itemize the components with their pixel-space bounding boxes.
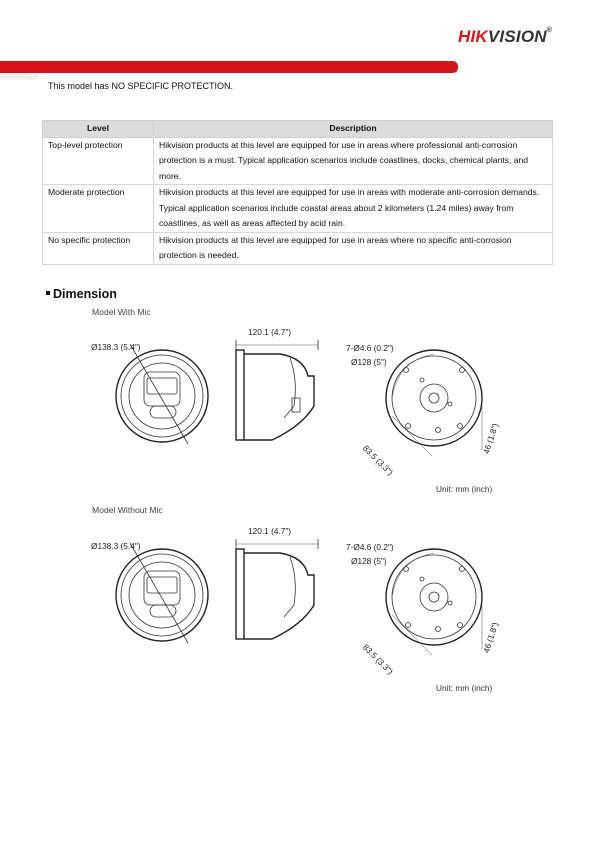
- dimension-bolt-circle: Ø128 (5"): [351, 556, 387, 566]
- model-label: Model Without Mic: [92, 505, 163, 515]
- description-cell: Hikvision products at this level are equipped for use in areas with moderate anti-corrosion demands. Typical application scenarios include coastal areas about 2 kilometers (1.24 miles) away from coastlines, as well as areas affected by acid rain.: [154, 185, 553, 233]
- dimension-spacing-a: 83.5 (3.3"): [360, 642, 396, 677]
- dimension-diameter: Ø138.3 (5.4"): [91, 342, 141, 352]
- bullet-icon: [46, 291, 50, 295]
- side-view-drawing: [232, 336, 332, 446]
- table-header-row: [43, 121, 553, 138]
- protection-note: This model has NO SPECIFIC PROTECTION.: [48, 81, 234, 91]
- unit-note: Unit: mm (inch): [436, 683, 493, 693]
- protection-level-table: [42, 120, 553, 265]
- table-row: [43, 137, 553, 185]
- dimension-spacing-a: 83.5 (3.3"): [360, 443, 396, 478]
- level-cell: No specific protection: [43, 232, 154, 264]
- description-cell: Hikvision products at this level are equipped for use in areas where no specific anti-corrosion protection is needed.: [154, 232, 553, 264]
- hikvision-logo: HIKVISION®: [458, 27, 553, 46]
- table-row: [43, 232, 553, 264]
- front-view-drawing: [110, 547, 220, 647]
- header-red-bar: [0, 61, 460, 73]
- dimension-spacing-b: 46 (1.8"): [481, 620, 501, 655]
- model-label: Model With Mic: [92, 307, 151, 317]
- column-header-level: Level: [43, 121, 154, 138]
- dimension-spacing-b: 46 (1.8"): [481, 421, 501, 456]
- dimension-diameter: Ø138.3 (5.4"): [91, 541, 141, 551]
- unit-note: Unit: mm (inch): [436, 484, 493, 494]
- front-view-drawing: [110, 348, 220, 448]
- column-header-description: Description: [154, 121, 553, 138]
- page-header: [0, 0, 595, 80]
- dimension-holes: 7-Ø4.6 (0.2"): [346, 542, 394, 552]
- description-cell: Hikvision products at this level are equipped for use in areas where professional anti-corrosion protection is a must. Typical application scenarios include coastlines, docks, chemical plants, and more.: [154, 137, 553, 185]
- dimension-bolt-circle: Ø128 (5"): [351, 357, 387, 367]
- dimension-depth: 120.1 (4.7"): [248, 526, 292, 536]
- level-cell: Moderate protection: [43, 185, 154, 233]
- dimension-depth: 120.1 (4.7"): [248, 327, 292, 337]
- level-cell: Top-level protection: [43, 137, 154, 185]
- section-title-dimension: Dimension: [46, 287, 117, 301]
- table-row: [43, 185, 553, 233]
- side-view-drawing: [232, 535, 332, 645]
- dimension-holes: 7-Ø4.6 (0.2"): [346, 343, 394, 353]
